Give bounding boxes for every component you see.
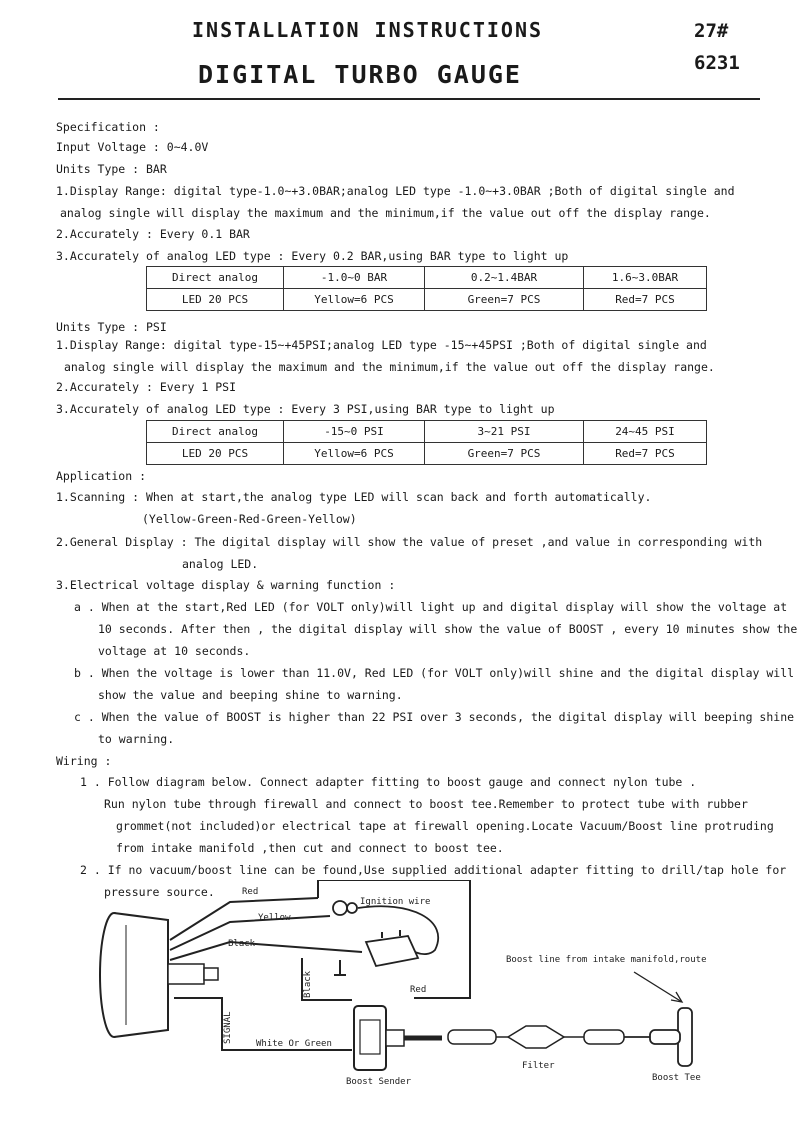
table-cell: -15~0 PSI: [284, 421, 425, 443]
item-b-line-1: b . When the voltage is lower than 11.0V, Red LED (for VOLT only)will shine and the digital display will: [74, 666, 795, 680]
item-b-line-2: show the value and beeping shine to warning.: [98, 688, 403, 702]
label-yellow: Yellow: [258, 913, 291, 923]
label-signal: SIGNAL: [223, 1011, 233, 1044]
general-display-line-2: analog LED.: [182, 557, 259, 571]
table-cell: 1.6~3.0BAR: [584, 267, 707, 289]
table-row: [147, 267, 707, 289]
table-cell: LED 20 PCS: [147, 289, 284, 311]
wiring-step1-line-2: Run nylon tube through firewall and connect to boost tee.Remember to protect tube with rubber: [104, 797, 748, 811]
label-boost-sender: Boost Sender: [346, 1077, 412, 1087]
electrical-heading: 3.Electrical voltage display & warning function :: [56, 578, 396, 592]
psi-analog-accuracy: 3.Accurately of analog LED type : Every 3 PSI,using BAR type to light up: [56, 402, 555, 416]
bar-units: Units Type : BAR: [56, 162, 167, 176]
wiring-step2-line-2: pressure source.: [104, 885, 215, 899]
label-red-battery: Red: [410, 985, 427, 995]
bar-analog-accuracy: 3.Accurately of analog LED type : Every 0.2 BAR,using BAR type to light up: [56, 249, 569, 263]
bar-led-table: [146, 266, 707, 311]
application-heading: Application :: [56, 469, 147, 483]
label-filter: Filter: [522, 1061, 555, 1071]
table-cell: 24~45 PSI: [584, 421, 707, 443]
table-cell: Red=7 PCS: [584, 289, 707, 311]
psi-units: Units Type : PSI: [56, 320, 167, 334]
label-black-ground: Black: [303, 970, 313, 998]
psi-accuracy: 2.Accurately : Every 1 PSI: [56, 380, 237, 394]
table-cell: 3~21 PSI: [425, 421, 584, 443]
psi-led-table: [146, 420, 707, 465]
psi-range-line-2: analog single will display the maximum and the minimum,if the value out off the display range.: [64, 360, 715, 374]
gauge-icon: [100, 913, 218, 1037]
table-cell: Yellow=6 PCS: [284, 289, 425, 311]
boost-sender-icon: [354, 1006, 442, 1070]
table-cell: 0.2~1.4BAR: [425, 267, 584, 289]
table-row: [147, 421, 707, 443]
bar-range-line-2: analog single will display the maximum and the minimum,if the value out off the display range.: [60, 206, 711, 220]
boost-tee-icon: [624, 1008, 692, 1066]
table-row: [147, 443, 707, 465]
wiring-step1-line-4: from intake manifold ,then cut and connect to boost tee.: [116, 841, 504, 855]
item-c-line-2: to warning.: [98, 732, 175, 746]
table-cell: Yellow=6 PCS: [284, 443, 425, 465]
wiring-diagram: [90, 880, 730, 1100]
table-cell: Direct analog: [147, 421, 284, 443]
label-white-green: White Or Green: [256, 1039, 332, 1049]
label-black: Black: [228, 939, 256, 949]
label-boost-tee: Boost Tee: [652, 1073, 701, 1083]
table-cell: Green=7 PCS: [425, 289, 584, 311]
table-cell: Green=7 PCS: [425, 443, 584, 465]
table-cell: Red=7 PCS: [584, 443, 707, 465]
header-divider: [58, 98, 760, 100]
spec-heading: Specification :: [56, 120, 160, 134]
item-a-line-1: a . When at the start,Red LED (for VOLT only)will light up and digital display will show the voltage at: [74, 600, 788, 614]
item-a-line-2: 10 seconds. After then , the digital display will show the value of BOOST , every 10 minutes show the: [98, 622, 798, 636]
input-voltage: Input Voltage : 0~4.0V: [56, 140, 209, 154]
wiring-step2-line-1: 2 . If no vacuum/boost line can be found,Use supplied additional adapter fitting to drill/tap hole for: [80, 863, 787, 877]
wiring-step1-line-3: grommet(not included)or electrical tape at firewall opening.Locate Vacuum/Boost line protruding: [116, 819, 774, 833]
product-title: DIGITAL TURBO GAUGE: [198, 60, 522, 89]
item-a-line-3: voltage at 10 seconds.: [98, 644, 251, 658]
scanning-line-1: 1.Scanning : When at start,the analog type LED will scan back and forth automatically.: [56, 490, 652, 504]
wiring-step1-line-1: 1 . Follow diagram below. Connect adapter fitting to boost gauge and connect nylon tube .: [80, 775, 697, 789]
tube-and-filter-icon: [448, 1026, 624, 1048]
table-cell: -1.0~0 BAR: [284, 267, 425, 289]
table-cell: Direct analog: [147, 267, 284, 289]
table-cell: LED 20 PCS: [147, 443, 284, 465]
label-boost-line: Boost line from intake manifold,route: [506, 955, 707, 965]
item-c-line-1: c . When the value of BOOST is higher than 22 PSI over 3 seconds, the digital display will beeping shine: [74, 710, 795, 724]
battery-icon: [334, 930, 418, 975]
scanning-line-2: (Yellow-Green-Red-Green-Yellow): [142, 512, 357, 526]
label-red: Red: [242, 887, 259, 897]
model-number: 27#: [694, 20, 729, 42]
model-code: 6231: [694, 52, 740, 74]
label-ignition: Ignition wire: [360, 897, 431, 907]
table-row: [147, 289, 707, 311]
bar-accuracy: 2.Accurately : Every 0.1 BAR: [56, 227, 250, 241]
wiring-heading: Wiring :: [56, 754, 112, 768]
bar-range-line-1: 1.Display Range: digital type-1.0~+3.0BAR;analog LED type -1.0~+3.0BAR ;Both of digital single and: [56, 184, 735, 198]
document-heading: INSTALLATION INSTRUCTIONS: [192, 18, 544, 42]
arrow-icon: [634, 972, 682, 1002]
psi-range-line-1: 1.Display Range: digital type-15~+45PSI;analog LED type -15~+45PSI ;Both of digital single and: [56, 338, 707, 352]
general-display-line-1: 2.General Display : The digital display will show the value of preset ,and value in corresponding with: [56, 535, 763, 549]
